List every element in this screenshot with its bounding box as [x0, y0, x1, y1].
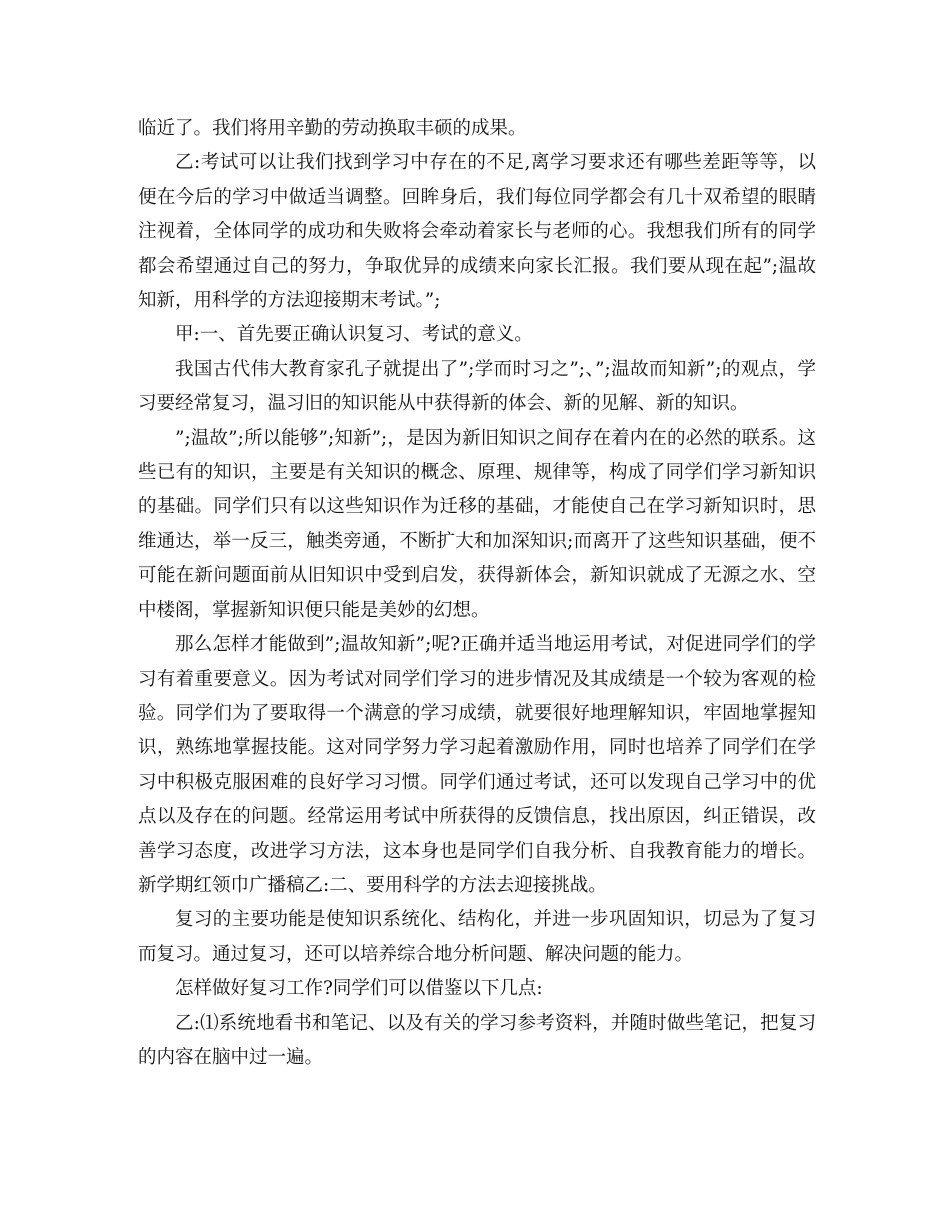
paragraph-1: 临近了。我们将用辛勤的劳动换取丰硕的成果。 — [138, 118, 527, 139]
paragraph-9: 乙:⑴系统地看书和笔记、以及有关的学习参考资料，并随时做些笔记，把复习的内容在脑中过一遍。 — [138, 1012, 816, 1068]
document-body — [138, 112, 816, 1075]
paragraph-8: 怎样做好复习工作?同学们可以借鉴以下几点: — [175, 978, 543, 1000]
paragraph-2: 乙:考试可以让我们找到学习中存在的不足,离学习要求还有哪些差距等等，以便在今后的学习中做适当调整。回眸身后，我们每位同学都会有几十双希望的眼睛注视着，全体同学的成功和失败将会牵动着家长与老师的心。我想我们所有的同学都会希望通过自己的努力，争取优异的成绩来向家长汇报。我们要从现在起”;温故知新，用科学的方法迎接期末考试。”; — [138, 152, 816, 312]
paragraph-4: 我国古代伟大教育家孔子就提出了”;学而时习之”;、”;温故而知新”;的观点，学习要经常复习，温习旧的知识能从中获得新的体会、新的见解、新的知识。 — [138, 358, 816, 415]
paragraph-7: 复习的主要功能是使知识系统化、结构化，并进一步巩固知识，切忌为了复习而复习。通过复习，还可以培养综合地分析问题、解决问题的能力。 — [138, 909, 816, 965]
paragraph-5: ”;温故”;所以能够”;知新”;，是因为新旧知识之间存在着内在的必然的联系。这些已有的知识，主要是有关知识的概念、原理、规律等，构成了同学们学习新知识的基础。同学们只有以这些知识作为迁移的基础，才能使自己在学习新知识时，思维通达，举一反三，触类旁通，不断扩大和加深知识;而离开了这些知识基础，便不可能在新问题面前从旧知识中受到启发，获得新体会，新知识就成了无源之水、空中楼阁，掌握新知识便只能是美妙的幻想。 — [138, 427, 816, 621]
paragraph-6: 那么怎样才能做到”;温故知新”;呢?正确并适当地运用考试，对促进同学们的学习有着重要意义。因为考试对同学们学习的进步情况及其成绩是一个较为客观的检验。同学们为了要取得一个满意的学习成绩，就要很好地理解知识，牢固地掌握知识，熟练地掌握技能。这对同学努力学习起着激励作用，同时也培养了同学们在学习中积极克服困难的良好学习习惯。同学们通过考试，还可以发现自己学习中的优点以及存在的问题。经常运用考试中所获得的反馈信息，找出原因，纠正错误，改善学习态度，改进学习方法，这本身也是同学们自我分析、自我教育能力的增长。新学期红领巾广播稿乙:二、要用科学的方法去迎接挑战。 — [138, 634, 816, 896]
paragraph-3: 甲:一、首先要正确认识复习、考试的意义。 — [175, 324, 533, 346]
